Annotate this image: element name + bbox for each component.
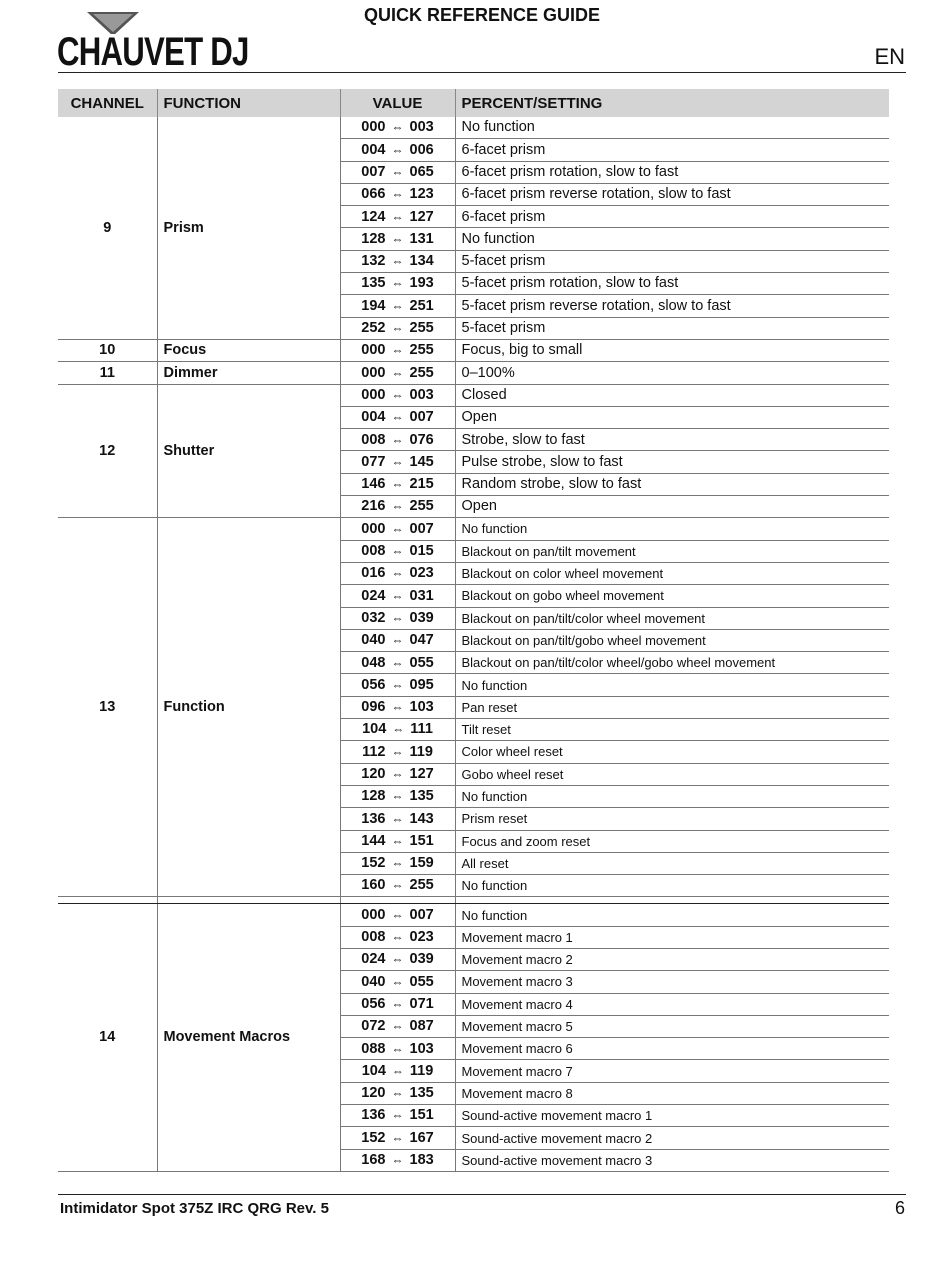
value-from: 032 bbox=[361, 609, 386, 626]
value-to: 159 bbox=[409, 855, 434, 872]
setting-description: Open bbox=[455, 496, 889, 518]
range-arrow-icon: ⇔ bbox=[391, 521, 404, 536]
setting-description: Color wheel reset bbox=[455, 741, 889, 763]
range-arrow-icon: ⇔ bbox=[391, 974, 404, 989]
value-to: 003 bbox=[409, 119, 434, 136]
setting-description: 6-facet prism bbox=[455, 139, 889, 161]
brand-wordmark: CHAUVET DJ bbox=[57, 30, 249, 74]
channel-function: Dimmer bbox=[157, 362, 340, 384]
setting-description: No function bbox=[455, 785, 889, 807]
value-range bbox=[340, 741, 455, 763]
value-to: 055 bbox=[409, 973, 434, 990]
range-arrow-icon: ⇔ bbox=[391, 209, 404, 224]
value-range bbox=[340, 1060, 455, 1082]
value-from: 072 bbox=[361, 1018, 386, 1035]
value-to: 134 bbox=[409, 253, 434, 270]
setting-description: Open bbox=[455, 406, 889, 428]
setting-description: Random strobe, slow to fast bbox=[455, 473, 889, 495]
value-to: 255 bbox=[409, 364, 434, 381]
channel-function: Movement Macros bbox=[157, 904, 340, 1172]
value-from: 008 bbox=[361, 431, 386, 448]
table-row bbox=[58, 117, 889, 139]
value-range bbox=[340, 496, 455, 518]
value-from: 112 bbox=[362, 743, 386, 760]
value-to: 076 bbox=[409, 431, 434, 448]
range-arrow-icon: ⇔ bbox=[391, 655, 404, 670]
value-from: 024 bbox=[361, 951, 386, 968]
setting-description: No function bbox=[455, 674, 889, 696]
value-range bbox=[340, 607, 455, 629]
range-arrow-icon: ⇔ bbox=[391, 588, 404, 603]
group-separator bbox=[58, 897, 889, 904]
value-range bbox=[340, 540, 455, 562]
value-to: 023 bbox=[409, 565, 434, 582]
value-from: 252 bbox=[361, 320, 386, 337]
value-range bbox=[340, 273, 455, 295]
value-to: 007 bbox=[409, 520, 434, 537]
value-range bbox=[340, 117, 455, 139]
value-range bbox=[340, 206, 455, 228]
value-to: 151 bbox=[409, 832, 434, 849]
value-to: 193 bbox=[409, 275, 434, 292]
value-to: 145 bbox=[409, 453, 434, 470]
channel-function: Prism bbox=[157, 117, 340, 339]
range-arrow-icon: ⇔ bbox=[391, 254, 404, 269]
value-from: 160 bbox=[361, 877, 386, 894]
value-from: 000 bbox=[361, 906, 386, 923]
value-range bbox=[340, 971, 455, 993]
value-range bbox=[340, 429, 455, 451]
setting-description: 6-facet prism bbox=[455, 206, 889, 228]
value-range bbox=[340, 1015, 455, 1037]
value-range bbox=[340, 585, 455, 607]
setting-description: Blackout on pan/tilt/color wheel/gobo wheel movement bbox=[455, 652, 889, 674]
value-to: 055 bbox=[409, 654, 434, 671]
value-range bbox=[340, 1105, 455, 1127]
value-to: 167 bbox=[409, 1129, 434, 1146]
range-arrow-icon: ⇔ bbox=[391, 878, 404, 893]
value-to: 251 bbox=[409, 297, 434, 314]
value-range bbox=[340, 1082, 455, 1104]
setting-description: Sound-active movement macro 2 bbox=[455, 1127, 889, 1149]
setting-description: 6-facet prism reverse rotation, slow to fast bbox=[455, 183, 889, 205]
channel-number: 11 bbox=[58, 362, 157, 384]
value-to: 006 bbox=[409, 141, 434, 158]
value-from: 066 bbox=[361, 186, 386, 203]
value-range bbox=[340, 406, 455, 428]
value-from: 000 bbox=[361, 386, 386, 403]
value-to: 127 bbox=[409, 766, 434, 782]
value-from: 216 bbox=[361, 498, 386, 515]
value-to: 103 bbox=[409, 699, 434, 716]
range-arrow-icon: ⇔ bbox=[391, 633, 404, 648]
value-to: 119 bbox=[409, 1062, 434, 1079]
setting-description: Prism reset bbox=[455, 808, 889, 830]
value-range bbox=[340, 719, 455, 741]
range-arrow-icon: ⇔ bbox=[391, 298, 404, 313]
value-to: 039 bbox=[409, 951, 434, 968]
value-from: 000 bbox=[361, 520, 386, 537]
value-from: 128 bbox=[361, 230, 386, 247]
value-range bbox=[340, 904, 455, 926]
range-arrow-icon: ⇔ bbox=[391, 410, 404, 425]
value-from: 007 bbox=[361, 163, 386, 180]
value-to: 131 bbox=[409, 230, 434, 247]
value-to: 095 bbox=[409, 676, 434, 693]
setting-description: Closed bbox=[455, 384, 889, 406]
value-from: 120 bbox=[361, 1085, 386, 1102]
value-range bbox=[340, 763, 455, 785]
setting-description: Focus, big to small bbox=[455, 339, 889, 361]
value-range bbox=[340, 317, 455, 339]
value-from: 008 bbox=[361, 543, 386, 560]
channel-function: Shutter bbox=[157, 384, 340, 518]
range-arrow-icon: ⇔ bbox=[391, 1153, 404, 1168]
value-from: 040 bbox=[361, 632, 386, 649]
setting-description: Blackout on pan/tilt/color wheel movement bbox=[455, 607, 889, 629]
range-arrow-icon: ⇔ bbox=[391, 387, 404, 402]
value-range bbox=[340, 785, 455, 807]
value-range bbox=[340, 926, 455, 948]
page-title: QUICK REFERENCE GUIDE bbox=[363, 5, 601, 25]
footer-rule bbox=[58, 1194, 906, 1195]
value-range bbox=[340, 993, 455, 1015]
setting-description: 6-facet prism rotation, slow to fast bbox=[455, 161, 889, 183]
range-arrow-icon: ⇔ bbox=[391, 930, 404, 945]
setting-description: Movement macro 4 bbox=[455, 993, 889, 1015]
value-range bbox=[340, 830, 455, 852]
value-to: 111 bbox=[410, 721, 433, 738]
range-arrow-icon: ⇔ bbox=[391, 120, 404, 135]
range-arrow-icon: ⇔ bbox=[391, 677, 404, 692]
channel-number: 10 bbox=[58, 339, 157, 361]
value-range bbox=[340, 339, 455, 361]
value-range bbox=[340, 1038, 455, 1060]
channel-number: 9 bbox=[58, 117, 157, 339]
setting-description: Strobe, slow to fast bbox=[455, 429, 889, 451]
value-from: 056 bbox=[361, 995, 386, 1012]
setting-description: Gobo wheel reset bbox=[455, 763, 889, 785]
setting-description: 5-facet prism reverse rotation, slow to fast bbox=[455, 295, 889, 317]
value-to: 123 bbox=[409, 186, 434, 203]
channel-number: 13 bbox=[58, 518, 157, 897]
range-arrow-icon: ⇔ bbox=[391, 1108, 404, 1123]
value-range bbox=[340, 451, 455, 473]
value-range bbox=[340, 228, 455, 250]
value-range bbox=[340, 183, 455, 205]
value-from: 120 bbox=[361, 766, 386, 782]
range-arrow-icon: ⇔ bbox=[391, 499, 404, 514]
setting-description: Sound-active movement macro 3 bbox=[455, 1149, 889, 1171]
value-from: 048 bbox=[361, 654, 386, 671]
language-code: EN bbox=[874, 44, 905, 69]
value-range bbox=[340, 384, 455, 406]
value-range bbox=[340, 629, 455, 651]
value-to: 151 bbox=[409, 1107, 434, 1124]
value-to: 007 bbox=[409, 906, 434, 923]
range-arrow-icon: ⇔ bbox=[391, 700, 404, 715]
value-to: 047 bbox=[409, 632, 434, 649]
channel-function: Function bbox=[157, 518, 340, 897]
column-header-function: FUNCTION bbox=[157, 89, 340, 117]
value-from: 128 bbox=[361, 788, 386, 805]
value-to: 003 bbox=[409, 386, 434, 403]
value-to: 255 bbox=[409, 342, 434, 359]
value-to: 015 bbox=[409, 543, 434, 560]
setting-description: All reset bbox=[455, 852, 889, 874]
value-range bbox=[340, 808, 455, 830]
value-from: 194 bbox=[361, 297, 386, 314]
setting-description: Blackout on pan/tilt movement bbox=[455, 540, 889, 562]
setting-description: Blackout on gobo wheel movement bbox=[455, 585, 889, 607]
column-header-setting: PERCENT/SETTING bbox=[455, 89, 889, 117]
range-arrow-icon: ⇔ bbox=[391, 142, 404, 157]
range-arrow-icon: ⇔ bbox=[391, 789, 404, 804]
value-from: 004 bbox=[361, 141, 386, 158]
value-to: 119 bbox=[409, 743, 433, 760]
setting-description: Blackout on pan/tilt/gobo wheel movement bbox=[455, 629, 889, 651]
setting-description: No function bbox=[455, 518, 889, 540]
header-rule bbox=[58, 72, 906, 73]
table-row bbox=[58, 518, 889, 540]
value-to: 039 bbox=[409, 609, 434, 626]
value-to: 255 bbox=[409, 320, 434, 337]
value-to: 103 bbox=[409, 1040, 434, 1057]
value-to: 255 bbox=[409, 498, 434, 515]
setting-description: Tilt reset bbox=[455, 719, 889, 741]
value-from: 004 bbox=[361, 409, 386, 426]
value-from: 056 bbox=[361, 676, 386, 693]
table-row bbox=[58, 904, 889, 926]
setting-description: Blackout on color wheel movement bbox=[455, 562, 889, 584]
value-from: 135 bbox=[361, 275, 386, 292]
value-range bbox=[340, 518, 455, 540]
setting-description: Movement macro 3 bbox=[455, 971, 889, 993]
setting-description: Pan reset bbox=[455, 696, 889, 718]
range-arrow-icon: ⇔ bbox=[391, 454, 404, 469]
value-from: 132 bbox=[361, 253, 386, 270]
setting-description: Movement macro 5 bbox=[455, 1015, 889, 1037]
range-arrow-icon: ⇔ bbox=[391, 365, 404, 380]
table-body bbox=[58, 117, 889, 1171]
value-range bbox=[340, 652, 455, 674]
channel-function: Focus bbox=[157, 339, 340, 361]
value-range bbox=[340, 875, 455, 897]
value-from: 152 bbox=[361, 855, 386, 872]
range-arrow-icon: ⇔ bbox=[391, 1130, 404, 1145]
range-arrow-icon: ⇔ bbox=[391, 610, 404, 625]
setting-description: No function bbox=[455, 228, 889, 250]
value-to: 215 bbox=[409, 476, 434, 493]
value-range bbox=[340, 250, 455, 272]
value-to: 007 bbox=[409, 409, 434, 426]
value-to: 127 bbox=[409, 208, 434, 225]
value-from: 168 bbox=[361, 1152, 386, 1169]
setting-description: Movement macro 7 bbox=[455, 1060, 889, 1082]
value-range bbox=[340, 139, 455, 161]
setting-description: Sound-active movement macro 1 bbox=[455, 1105, 889, 1127]
column-header-value: VALUE bbox=[340, 89, 455, 117]
value-from: 136 bbox=[361, 810, 386, 827]
setting-description: 5-facet prism bbox=[455, 250, 889, 272]
range-arrow-icon: ⇔ bbox=[391, 432, 404, 447]
value-to: 255 bbox=[409, 877, 434, 894]
range-arrow-icon: ⇔ bbox=[391, 276, 404, 291]
value-range bbox=[340, 948, 455, 970]
value-range bbox=[340, 362, 455, 384]
value-from: 008 bbox=[361, 929, 386, 946]
table-header-row bbox=[58, 89, 889, 117]
table-row bbox=[58, 384, 889, 406]
value-to: 023 bbox=[409, 929, 434, 946]
range-arrow-icon: ⇔ bbox=[391, 1086, 404, 1101]
range-arrow-icon: ⇔ bbox=[391, 811, 404, 826]
value-range bbox=[340, 1127, 455, 1149]
setting-description: No function bbox=[455, 875, 889, 897]
value-from: 024 bbox=[361, 587, 386, 604]
value-from: 040 bbox=[361, 973, 386, 990]
range-arrow-icon: ⇔ bbox=[391, 767, 404, 781]
setting-description: Movement macro 8 bbox=[455, 1082, 889, 1104]
value-from: 146 bbox=[361, 476, 386, 493]
range-arrow-icon: ⇔ bbox=[391, 164, 404, 179]
range-arrow-icon: ⇔ bbox=[392, 722, 405, 737]
value-from: 104 bbox=[362, 721, 387, 738]
value-to: 065 bbox=[409, 163, 434, 180]
range-arrow-icon: ⇔ bbox=[391, 231, 404, 246]
value-range bbox=[340, 674, 455, 696]
range-arrow-icon: ⇔ bbox=[391, 744, 404, 759]
value-range bbox=[340, 473, 455, 495]
setting-description: No function bbox=[455, 904, 889, 926]
range-arrow-icon: ⇔ bbox=[391, 952, 404, 967]
value-from: 077 bbox=[361, 453, 386, 470]
value-range bbox=[340, 562, 455, 584]
value-to: 087 bbox=[409, 1018, 434, 1035]
value-from: 016 bbox=[361, 565, 386, 582]
value-to: 031 bbox=[409, 587, 434, 604]
value-to: 135 bbox=[409, 1085, 434, 1102]
setting-description: 5-facet prism rotation, slow to fast bbox=[455, 273, 889, 295]
value-to: 183 bbox=[409, 1152, 434, 1169]
setting-description: 0–100% bbox=[455, 362, 889, 384]
value-range bbox=[340, 852, 455, 874]
value-from: 096 bbox=[361, 699, 386, 716]
channel-number: 14 bbox=[58, 904, 157, 1172]
value-from: 136 bbox=[361, 1107, 386, 1124]
range-arrow-icon: ⇔ bbox=[391, 1063, 404, 1078]
value-to: 135 bbox=[409, 788, 434, 805]
value-from: 000 bbox=[361, 364, 386, 381]
range-arrow-icon: ⇔ bbox=[391, 856, 404, 871]
range-arrow-icon: ⇔ bbox=[391, 1019, 404, 1034]
range-arrow-icon: ⇔ bbox=[391, 833, 404, 848]
range-arrow-icon: ⇔ bbox=[391, 907, 404, 922]
dmx-channel-table bbox=[58, 89, 889, 1172]
range-arrow-icon: ⇔ bbox=[391, 566, 404, 581]
footer-document-title: Intimidator Spot 375Z IRC QRG Rev. 5 bbox=[60, 1200, 329, 1217]
range-arrow-icon: ⇔ bbox=[391, 187, 404, 202]
range-arrow-icon: ⇔ bbox=[391, 477, 404, 492]
setting-description: 5-facet prism bbox=[455, 317, 889, 339]
range-arrow-icon: ⇔ bbox=[391, 996, 404, 1011]
value-from: 000 bbox=[361, 119, 386, 136]
value-range bbox=[340, 295, 455, 317]
setting-description: Focus and zoom reset bbox=[455, 830, 889, 852]
value-from: 152 bbox=[361, 1129, 386, 1146]
range-arrow-icon: ⇔ bbox=[391, 321, 404, 336]
column-header-channel: CHANNEL bbox=[58, 89, 157, 117]
range-arrow-icon: ⇔ bbox=[391, 343, 404, 358]
setting-description: Movement macro 2 bbox=[455, 948, 889, 970]
value-range bbox=[340, 696, 455, 718]
table-row bbox=[58, 339, 889, 361]
value-from: 000 bbox=[361, 342, 386, 359]
value-range bbox=[340, 1149, 455, 1171]
value-from: 144 bbox=[361, 832, 386, 849]
value-from: 104 bbox=[361, 1062, 386, 1079]
setting-description: Pulse strobe, slow to fast bbox=[455, 451, 889, 473]
setting-description: No function bbox=[455, 117, 889, 139]
channel-number: 12 bbox=[58, 384, 157, 518]
range-arrow-icon: ⇔ bbox=[391, 544, 404, 559]
range-arrow-icon: ⇔ bbox=[391, 1041, 404, 1056]
value-to: 143 bbox=[409, 810, 434, 827]
value-from: 088 bbox=[361, 1040, 386, 1057]
setting-description: Movement macro 1 bbox=[455, 926, 889, 948]
table-row bbox=[58, 362, 889, 384]
page-number: 6 bbox=[894, 1198, 905, 1218]
value-range bbox=[340, 161, 455, 183]
value-to: 071 bbox=[409, 995, 434, 1012]
setting-description: Movement macro 6 bbox=[455, 1038, 889, 1060]
value-from: 124 bbox=[361, 208, 386, 225]
